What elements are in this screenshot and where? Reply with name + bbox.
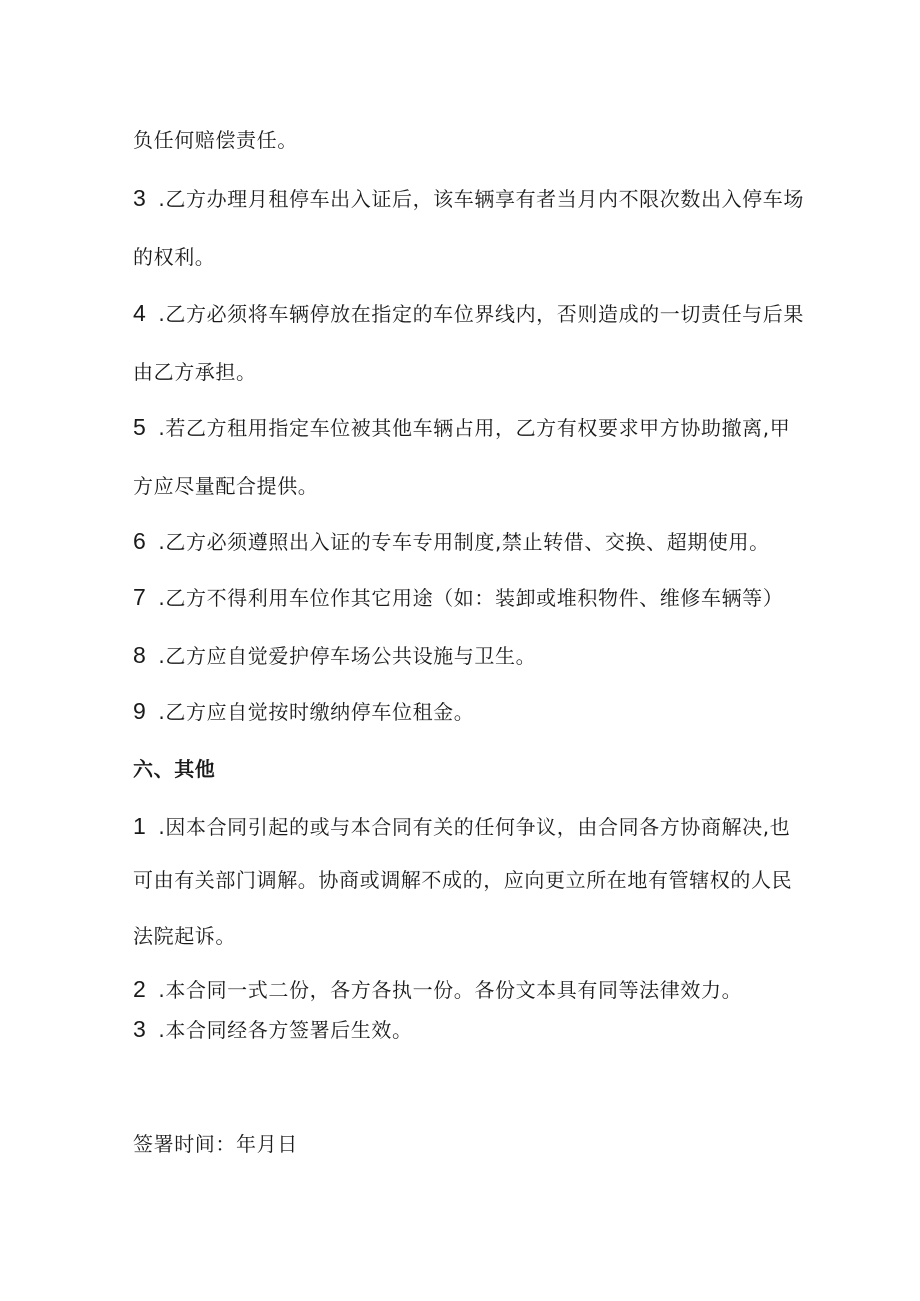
heading-text: 六、其他 bbox=[133, 757, 216, 781]
line-text: .乙方必须将车辆停放在指定的车位界线内，否则造成的一切责任与后果 bbox=[158, 302, 804, 326]
list-item bbox=[133, 413, 790, 442]
list-item bbox=[133, 1015, 413, 1044]
list-item bbox=[133, 527, 770, 556]
line-text: .若乙方租用指定车位被其他车辆占用，乙方有权要求甲方协助撤离,甲 bbox=[158, 416, 791, 440]
line-text: .乙方办理月租停车出入证后，该车辆享有者当月内不限次数出入停车场 bbox=[158, 187, 804, 211]
paragraph-line bbox=[133, 358, 257, 386]
paragraph-line bbox=[133, 126, 298, 154]
paragraph-line bbox=[133, 866, 792, 894]
item-number: 4 bbox=[133, 300, 147, 326]
line-text: .因本合同引起的或与本合同有关的任何争议，由合同各方协商解决,也 bbox=[158, 815, 791, 839]
line-text: .乙方不得利用车位作其它用途（如：装卸或堆积物件、维修车辆等） bbox=[158, 586, 784, 610]
list-item bbox=[133, 641, 536, 670]
line-text: .乙方必须遵照出入证的专车专用制度,禁止转借、交换、超期使用。 bbox=[158, 530, 770, 554]
item-number: 8 bbox=[133, 642, 147, 668]
paragraph-line bbox=[133, 922, 236, 950]
line-text: 可由有关部门调解。协商或调解不成的，应向更立所在地有管辖权的人民 bbox=[133, 868, 793, 892]
section-heading bbox=[133, 755, 215, 783]
item-number: 1 bbox=[133, 813, 147, 839]
line-text: 的权利。 bbox=[133, 245, 216, 269]
list-item bbox=[133, 299, 804, 328]
line-text: .乙方应自觉按时缴纳停车位租金。 bbox=[158, 700, 475, 724]
line-text: .本合同经各方签署后生效。 bbox=[158, 1018, 413, 1042]
item-number: 9 bbox=[133, 698, 147, 724]
line-text: 方应尽量配合提供。 bbox=[133, 474, 319, 498]
line-text: 法院起诉。 bbox=[133, 924, 236, 948]
paragraph-line bbox=[133, 472, 318, 500]
line-text: 签署时间：年月日 bbox=[133, 1132, 298, 1156]
item-number: 7 bbox=[133, 584, 147, 610]
list-item bbox=[133, 583, 783, 612]
line-text: .本合同一式二份，各方各执一份。各份文本具有同等法律效力。 bbox=[158, 978, 743, 1002]
item-number: 2 bbox=[133, 976, 147, 1002]
signing-date bbox=[133, 1130, 298, 1158]
item-number: 3 bbox=[133, 1016, 147, 1042]
line-text: .乙方应自觉爱护停车场公共设施与卫生。 bbox=[158, 644, 537, 668]
paragraph-line bbox=[133, 243, 215, 271]
item-number: 6 bbox=[133, 528, 147, 554]
item-number: 3 bbox=[133, 185, 147, 211]
line-text: 负任何赔偿责任。 bbox=[133, 128, 298, 152]
list-item bbox=[133, 975, 742, 1004]
line-text: 由乙方承担。 bbox=[133, 360, 257, 384]
item-number: 5 bbox=[133, 414, 147, 440]
list-item bbox=[133, 184, 804, 213]
list-item bbox=[133, 812, 790, 841]
list-item bbox=[133, 697, 474, 726]
